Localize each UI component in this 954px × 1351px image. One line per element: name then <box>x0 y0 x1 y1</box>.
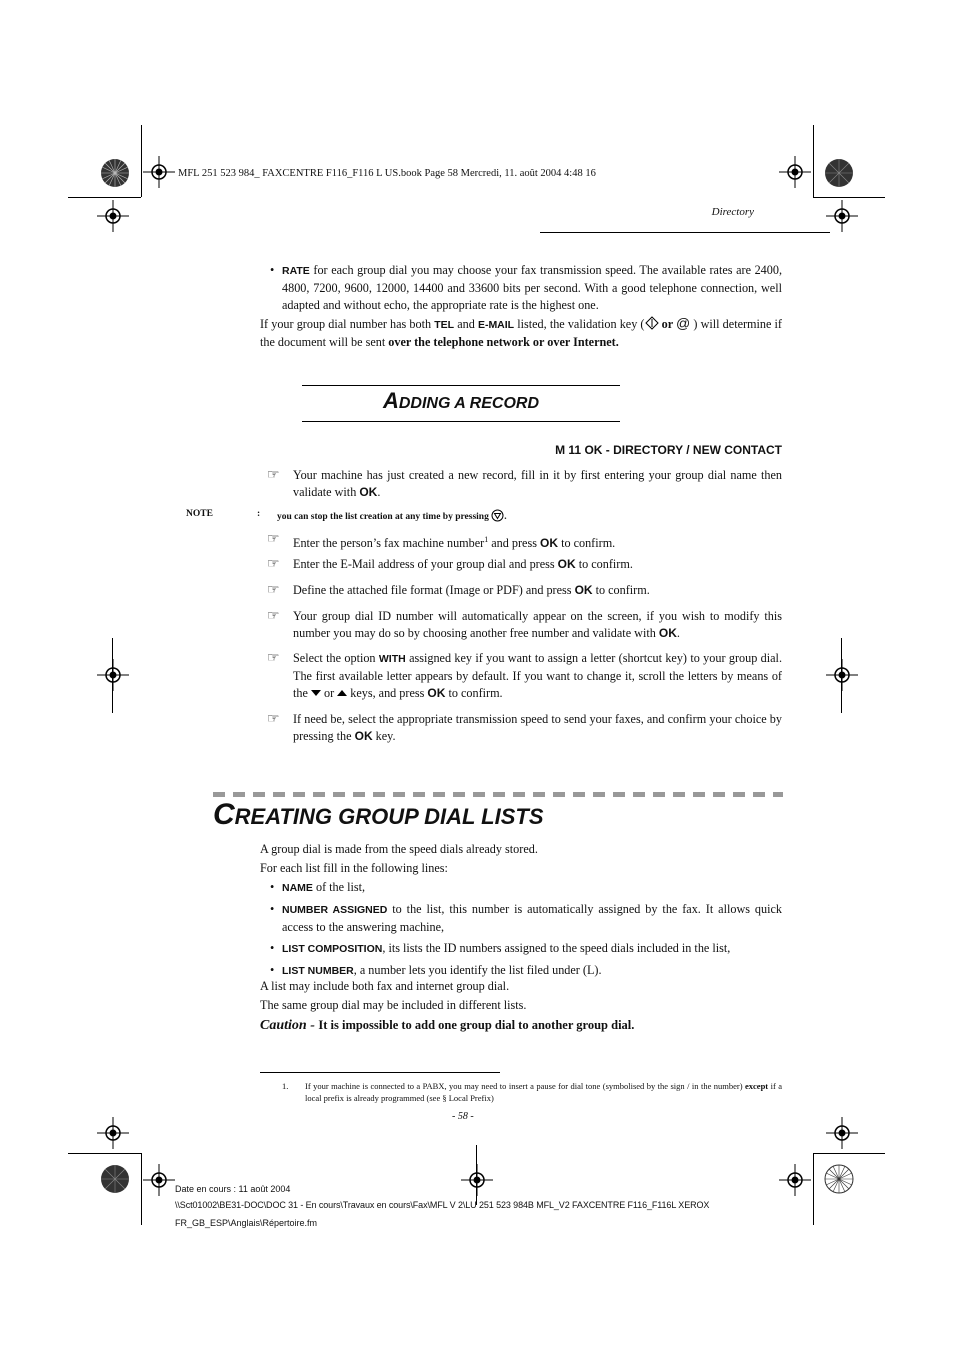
menu-path: M 11 OK - DIRECTORY / NEW CONTACT <box>555 443 782 457</box>
registration-mark-icon <box>97 1117 129 1149</box>
section-title-creating: CREATING GROUP DIAL LISTS <box>213 798 544 831</box>
list-item: • LIST NUMBER, a number lets you identify the list filed under (L). <box>270 963 602 977</box>
arrow-down-icon <box>311 689 321 697</box>
note-colon: : <box>257 509 261 519</box>
creating-intro: A group dial is made from the speed dials already stored. For each list fill in the following lines: <box>260 842 538 875</box>
list-item: • LIST COMPOSITION, its lists the ID numbers assigned to the speed dials included in the list, <box>270 941 731 955</box>
registration-mark-icon <box>826 200 858 232</box>
note-label: NOTE <box>186 509 213 519</box>
footnote-rule <box>260 1072 500 1073</box>
step-item: ☞ If need be, select the appropriate transmission speed to send your faxes, and confirm your choice by pressing the OK key. <box>267 712 782 743</box>
running-header: Directory <box>711 206 754 218</box>
arrow-up-icon <box>337 689 347 697</box>
pointing-hand-icon: ☞ <box>267 468 280 483</box>
step-item: ☞ Enter the person’s fax machine number$^1$ and press OK to confirm. <box>267 532 616 551</box>
pointing-hand-icon: ☞ <box>267 532 280 547</box>
pointing-hand-icon: ☞ <box>267 651 280 666</box>
registration-mark-icon <box>826 659 858 691</box>
footnote-text: If your machine is connected to a PABX, you may need to insert a pause for dial tone (symbolised by the sign / in the number) except if a local prefix is already programmed (see § Local Prefix) <box>305 1081 782 1103</box>
registration-mark-icon <box>826 1117 858 1149</box>
step-item: ☞ Select the option WITH assigned key if you want to assign a letter (shortcut key) to your group dial. The first available letter appears by default. If you want to change it, scroll the letters by means of the or keys, and press OK to confirm. <box>267 651 782 700</box>
step-item: ☞ Define the attached file format (Image or PDF) and press OK to confirm. <box>267 583 650 598</box>
start-key-icon <box>645 316 659 330</box>
section-rule-top <box>302 385 620 386</box>
starburst-target-icon <box>100 1164 130 1194</box>
pointing-hand-icon: ☞ <box>267 609 280 624</box>
print-header: MFL 251 523 984_ FAXCENTRE F116_F116 L US.book Page 58 Mercredi, 11. août 2004 4:48 16 <box>178 168 596 179</box>
header-rule <box>540 232 830 233</box>
step-item: ☞ Your group dial ID number will automatically appear on the screen, if you wish to modify this number you may do so by choosing another free number and validate with OK. <box>267 609 782 640</box>
starburst-target-icon <box>824 1164 854 1194</box>
stop-key-icon <box>491 509 504 522</box>
section-dashed-rule <box>213 792 783 797</box>
footnote-number: 1. <box>282 1081 289 1091</box>
list-item: • NUMBER ASSIGNED to the list, this number is automatically assigned by the fax. It allows quick access to the answering machine, <box>270 902 782 934</box>
validation-paragraph: If your group dial number has both TEL and E-MAIL listed, the validation key ( or @ ) will determine if the document will be sent over the telephone network or over Internet. <box>260 315 782 349</box>
step-item: ☞ Enter the E-Mail address of your group dial and press OK to confirm. <box>267 557 633 572</box>
at-key-icon: @ <box>676 315 691 331</box>
pointing-hand-icon: ☞ <box>267 557 280 572</box>
creating-bullets <box>270 879 782 980</box>
creating-outro: A list may include both fax and internet group dial. The same group dial may be included in different lists. <box>260 979 527 1012</box>
registration-mark-icon <box>143 1164 175 1196</box>
registration-mark-icon <box>779 156 811 188</box>
rate-bullet: • RATE for each group dial you may choose your fax transmission speed. The available rates are 2400, 4800, 7200, 9600, 12000, 14400 and 33600 bits per second. With a good telephone connection, well adapted and without echo, the appropriate rate is the highest one. <box>270 263 782 312</box>
step-item: ☞ Your machine has just created a new record, fill in it by first entering your group dial name then validate with OK. <box>267 468 782 499</box>
registration-mark-icon <box>97 200 129 232</box>
list-item: • NAME of the list, <box>270 880 366 894</box>
page-number: - 58 - <box>452 1111 474 1122</box>
section-title-adding: ADDING A RECORD <box>382 388 540 413</box>
section-rule-bottom <box>302 421 620 422</box>
pointing-hand-icon: ☞ <box>267 712 280 727</box>
starburst-target-icon <box>100 158 130 188</box>
registration-mark-icon <box>143 156 175 188</box>
print-footer: Date en cours : 11 août 2004 \\Sct01002\BE31-DOC\DOC 31 - En cours\Travaux en cours\Fax\MFL V 2\LU 251 523 984B MFL_V2 FAXCENTRE F116_F116L XEROX FR_GB_ESP\Anglais\Répertoire.fm <box>175 1184 710 1228</box>
pointing-hand-icon: ☞ <box>267 583 280 598</box>
caution-line: Caution - It is impossible to add one group dial to another group dial. <box>260 1018 635 1033</box>
starburst-target-icon <box>824 158 854 188</box>
registration-mark-icon <box>97 659 129 691</box>
note-text: you can stop the list creation at any time by pressing . <box>277 509 507 522</box>
